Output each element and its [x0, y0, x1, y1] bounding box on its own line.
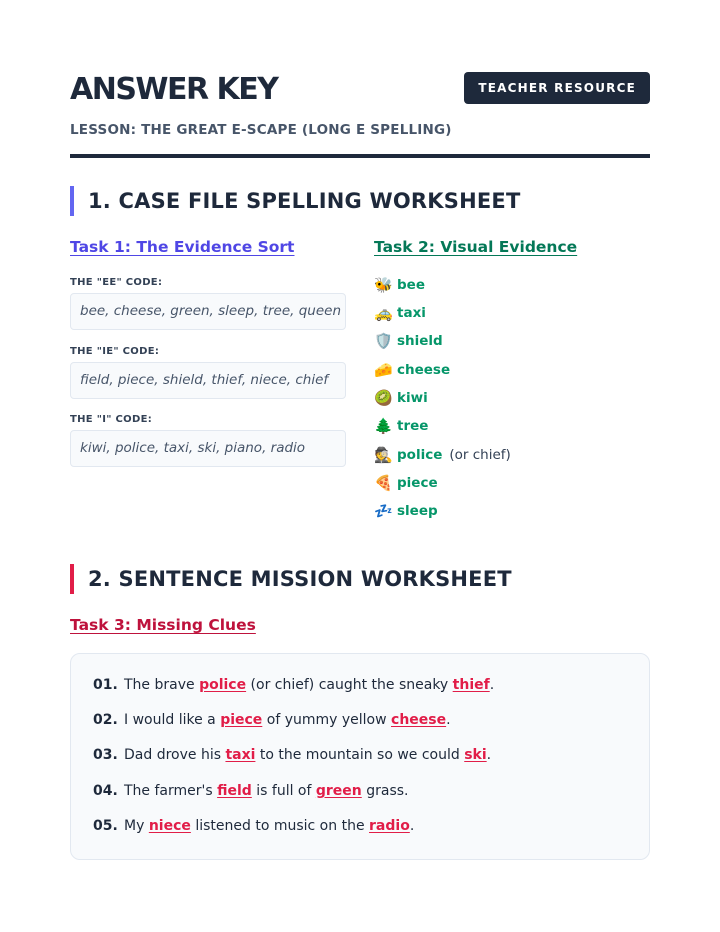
- header-divider: [70, 154, 650, 158]
- answer-word: ski: [464, 747, 487, 763]
- sentence-text: The farmer's: [124, 783, 218, 799]
- answer-word: niece: [148, 818, 191, 834]
- sentence-number: 05.: [93, 818, 118, 834]
- shield-icon: 🛡️: [374, 332, 393, 350]
- evidence-item-sleep: [374, 500, 438, 522]
- sentence-text: My: [124, 818, 149, 834]
- answer-word: cheese: [391, 712, 447, 728]
- sentence-row: [93, 744, 491, 766]
- task-2-title: Task 2: Visual Evidence: [374, 238, 578, 256]
- ie-code-box: field, piece, shield, thief, niece, chief: [70, 362, 346, 399]
- sentence-text: .: [409, 818, 415, 834]
- page-header: [70, 68, 650, 158]
- sentence-text: .: [486, 747, 492, 763]
- evidence-word: bee: [397, 277, 425, 293]
- sleep-icon: 💤: [374, 502, 393, 520]
- sentence-row: [93, 780, 408, 802]
- evidence-word: shield: [397, 333, 443, 349]
- detective-icon: 🕵️: [374, 446, 393, 464]
- i-code-box: kiwi, police, taxi, ski, piano, radio: [70, 430, 346, 467]
- pizza-icon: 🍕: [374, 474, 393, 492]
- bee-icon: 🐝: [374, 276, 393, 294]
- task-1-title: Task 1: The Evidence Sort: [70, 238, 295, 256]
- evidence-word: tree: [397, 418, 429, 434]
- sentence-text: .: [446, 712, 451, 728]
- evidence-word: taxi: [397, 305, 426, 321]
- taxi-icon: 🚕: [374, 304, 393, 322]
- sentence-text: of yummy yellow: [262, 712, 392, 728]
- sentence-text: grass.: [361, 783, 409, 799]
- i-code-label: THE "I" CODE:: [70, 414, 152, 425]
- evidence-item-police: [374, 444, 511, 466]
- answer-word: green: [315, 783, 362, 799]
- evidence-note: (or chief): [449, 447, 511, 463]
- sentence-text: is full of: [251, 783, 316, 799]
- evidence-word: sleep: [397, 503, 438, 519]
- sentence-text: I would like a: [124, 712, 221, 728]
- teacher-resource-badge: TEACHER RESOURCE: [464, 72, 650, 104]
- missing-clues-box: [70, 653, 650, 860]
- ie-code-label: THE "IE" CODE:: [70, 346, 160, 357]
- evidence-item-taxi: [374, 302, 426, 324]
- sentence-row: [93, 674, 494, 696]
- section-2-title: 2. SENTENCE MISSION WORKSHEET: [70, 564, 512, 594]
- sentence-number: 01.: [93, 677, 118, 693]
- ee-code-label: THE "EE" CODE:: [70, 277, 163, 288]
- sentence-text: to the mountain so we could: [255, 747, 465, 763]
- evidence-word: police: [397, 447, 443, 463]
- kiwi-icon: 🥝: [374, 389, 393, 407]
- evidence-item-kiwi: [374, 387, 428, 409]
- lesson-subtitle: LESSON: THE GREAT E-SCAPE (LONG E SPELLING): [70, 122, 452, 138]
- ee-code-box: bee, cheese, green, sleep, tree, queen: [70, 293, 346, 330]
- sentence-text: (or chief) caught the sneaky: [246, 677, 453, 693]
- sentence-text: listened to music on the: [190, 818, 370, 834]
- sentence-row: [93, 815, 414, 837]
- answer-word: field: [217, 783, 252, 799]
- sentence-number: 03.: [93, 747, 118, 763]
- section-1-title: 1. CASE FILE SPELLING WORKSHEET: [70, 186, 520, 216]
- tree-icon: 🌲: [374, 417, 393, 435]
- sentence-number: 04.: [93, 783, 118, 799]
- answer-word: thief: [452, 677, 490, 693]
- answer-word: police: [199, 677, 247, 693]
- sentence-text: The brave: [124, 677, 200, 693]
- cheese-icon: 🧀: [374, 361, 393, 379]
- sentence-text: .: [489, 677, 495, 693]
- sentence-number: 02.: [93, 712, 118, 728]
- evidence-item-bee: [374, 274, 425, 296]
- answer-word: piece: [220, 712, 263, 728]
- answer-word: radio: [369, 818, 410, 834]
- evidence-word: kiwi: [397, 390, 428, 406]
- evidence-item-cheese: [374, 359, 450, 381]
- evidence-word: piece: [397, 475, 438, 491]
- evidence-item-shield: [374, 330, 443, 352]
- evidence-item-tree: [374, 415, 428, 437]
- answer-word: taxi: [225, 747, 256, 763]
- evidence-word: cheese: [397, 362, 451, 378]
- evidence-item-piece: [374, 472, 438, 494]
- page-title: ANSWER KEY: [70, 72, 278, 107]
- sentence-row: [93, 709, 451, 731]
- sentence-text: Dad drove his: [124, 747, 226, 763]
- task-3-title: Task 3: Missing Clues: [70, 616, 256, 634]
